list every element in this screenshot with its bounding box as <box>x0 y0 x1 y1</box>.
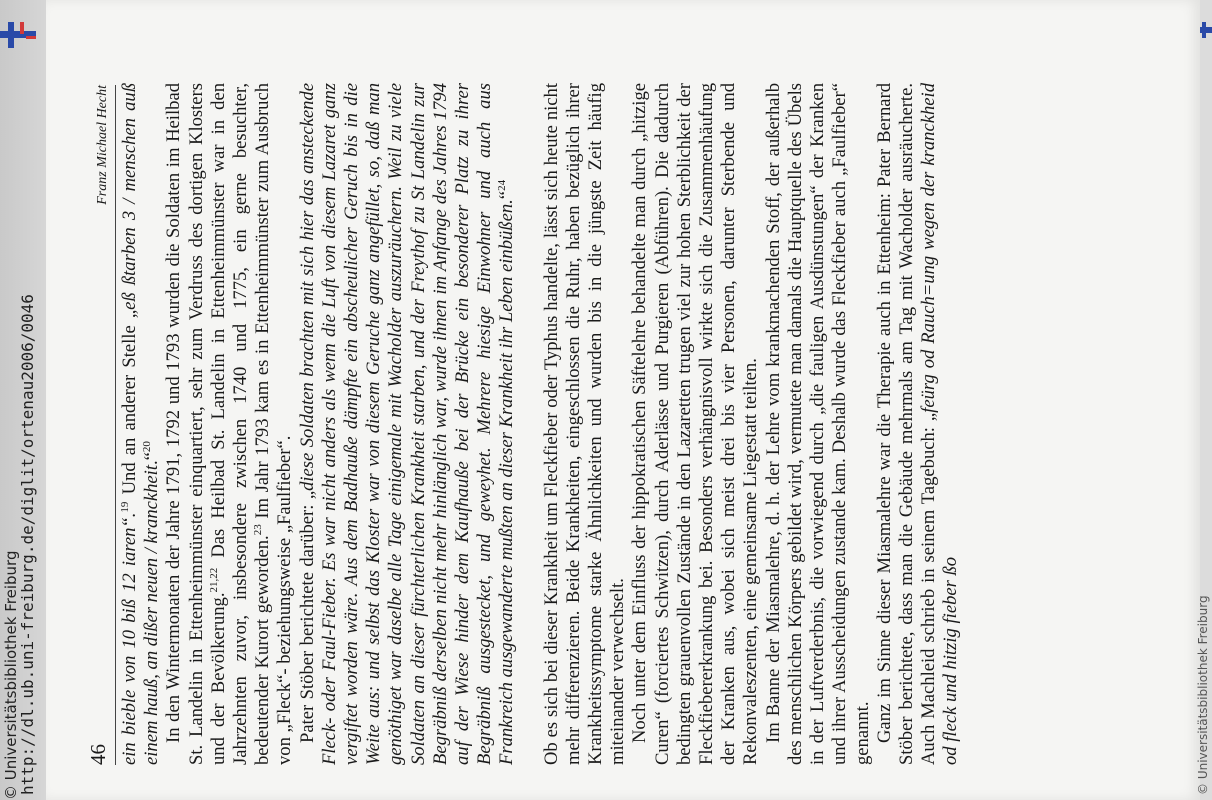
paragraph-3 <box>297 83 519 765</box>
body-text: Und an anderer Stelle „ <box>119 309 140 502</box>
edge-copyright-wrap <box>1196 595 1210 795</box>
library-logo-icon <box>0 22 36 48</box>
edge-copyright-text: © Universitätsbibliothek Freiburg <box>1196 595 1210 795</box>
body-text: In den Wintermonaten der Jahre 1791, 1792 und 1793 wurden die Soldaten im Heilbad St. Landelin in Ettenheimmünster einquartiert, sehr zum Verdruss des dortigen Klosters und der Bevölkerung. <box>163 83 229 765</box>
footnote-ref: 20 <box>141 441 154 453</box>
footnote-ref: 21,22 <box>207 567 220 593</box>
source-url[interactable]: http://dl.ub.uni-freiburg.de/diglit/ortenau2006/0046 <box>18 294 37 795</box>
running-head: Franz Michael Hecht <box>95 85 110 205</box>
paragraph-7 <box>874 83 963 765</box>
footnote-ref: 24 <box>496 179 509 191</box>
page-number: 46 <box>86 744 110 765</box>
paragraph-1 <box>119 83 163 765</box>
copyright-text: © Universitätsbibliothek Freiburg <box>2 550 20 800</box>
quote-text: ein bieble von 10 biß 12 iaren“. <box>119 512 140 765</box>
paragraph-6: Im Banne der Miasmalehre, d. h. der Lehre vom krankmachenden Stoff, der außerhalb des menschlichen Körpers gebildet wird, vermutete man damals die Hauptquelle des Übels in der Luftverderbnis, die vorwiegend durch „die fauligen Ausdünstungen“ der Kranken und ihrer Ausscheidungen zustande kam. Deshalb wurde das Fleckfieber auch „Faulfieber“ genannt. <box>762 83 873 765</box>
body-text: Im Jahr 1793 kam es in Ettenheimmünster zum Ausbruch von „Fleck“- beziehungsweise „Faulfieber“. <box>252 83 296 765</box>
copyright-wrap <box>2 551 20 800</box>
body-text: Das Heilbad St. Landelin in Ettenheimmünster war in den Jahrzehnten zuvor, insbesondere zwischen 1740 und 1775, ein gerne besuchter, bedeutender Kurort geworden. <box>207 83 274 765</box>
quote-text: diese Soldaten brachten mit sich hier das ansteckende Fleck- oder Faul-Fieber. Es war nicht anders als wenn die Luft von diesem Lazaret ganz vergiftet worden wäre. Aus dem Badhauße dämpfte ein abscheulicher Geruch bis in die Weite aus: und selbst das Kloster war von diesem Geruche ganz angefüllet, so, daß man genöthiget war daselbe alle Tage einigemale mit Wacholder auszuräuchern. Weil zu viele Soldaten an dieser fürchterlichen Krankheit starben, und der Freythof zu St Landelin zur Begräbniß derselben nicht mehr hinlänglich war, wurde ihnen im Anfange des Jahres 1794 auf der Wiese hinder dem Kaufhauße bei der Brücke ein besonderer Platz zu ihrer Begräbniß ausgestecket, und geweyhet. Mehrere hiesige Einwohner und auch aus Frankreich ausgewanderte mußten an dieser Krankheit ihr Leben einbüßen. <box>296 83 518 765</box>
footnote-ref: 23 <box>252 524 265 536</box>
quote-text: eß ßtarben 3 / menschen auß einem hauß, an dißer neuen / kranckheit <box>119 83 163 765</box>
body-text: Pater Stöber berichtete darüber: „ <box>296 490 318 743</box>
page-body <box>119 83 963 765</box>
paragraph-4: Ob es sich bei dieser Krankheit um Fleckfieber oder Typhus handelte, lässt sich heute nicht mehr differenzieren. Beide Krankheiten, eingeschlossen die Ruhr, haben bezüglich ihrer Krankheitssymptome starke Ähnlichkeiten und wurden bis in die jüngste Zeit häufig miteinander verwechselt. <box>540 83 629 765</box>
body-text: “ <box>496 190 518 200</box>
footnote-ref: 19 <box>118 501 131 513</box>
body-text: .“ <box>141 452 163 465</box>
rotated-page-content <box>75 65 1135 765</box>
page-header <box>75 85 116 765</box>
library-logo-edge-icon <box>1200 22 1212 38</box>
paragraph-5: Noch unter dem Einfluss der hippokratischen Säftelehre behandelte man durch „hitzige Curen“ (forciertes Schwitzen), durch Aderlässe und Purgieren (Abführen). Die dadurch bedingten grauenvollen Zustände in den Lazaretten trugen viel zur hohen Sterblichkeit der Fleckfiebererkrankung bei. Besonders verhängnisvoll wirkte sich die Zusammenhäufung der Kranken aus, wobei sich meist drei bis vier Personen, darunter Sterbende und Rekonvaleszenten, eine gemeinsame Liegestatt teilten. <box>629 83 762 765</box>
body-text: Ganz im Sinne dieser Miasmalehre war die Therapie auch in Ettenheim: Pater Bernard Stöber berichtete, dass man die Gebäude mehrmals am Tag mit Wacholder ausräucherte. Auch Machleid schrieb in seinem Tagebuch: „ <box>873 83 940 765</box>
quote-text: feürg od Rauch=ung wegen der kranckheid od fleck und hitzig fieber ßo <box>918 83 962 765</box>
paragraph-2 <box>163 83 296 765</box>
